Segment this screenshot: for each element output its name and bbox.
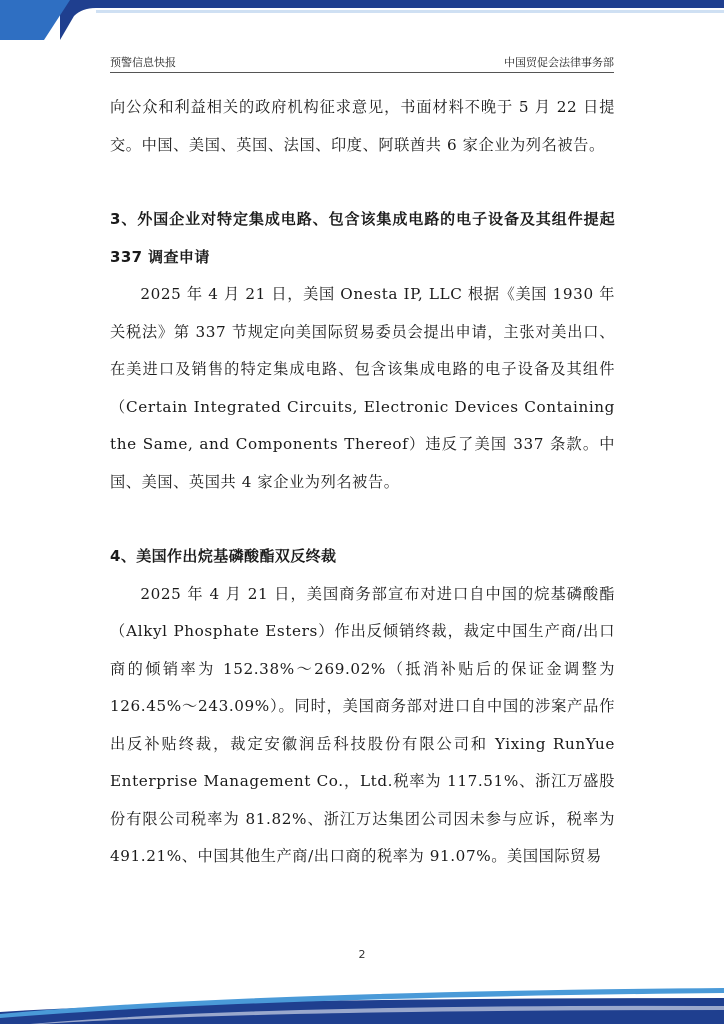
header-right-title: 中国贸促会法律事务部 [504, 56, 614, 69]
section-3-heading: 3、外国企业对特定集成电路、包含该集成电路的电子设备及其组件提起 337 调查申请 [110, 210, 615, 266]
header-divider [110, 72, 614, 73]
section-4-heading: 4、美国作出烷基磷酸酯双反终裁 [110, 547, 337, 565]
section-3-paragraph: 2025 年 4 月 21 日，美国 Onesta IP, LLC 根据《美国 1930 年关税法》第 337 节规定向美国际贸易委员会提出申请，主张对美出口、在美进口及销售的特定集成电路、包含该集成电路的电子设备及其组件（Certain Integrated Circuits, Electronic Devices Containing the Same, and Components Thereof）违反了美国 337 条款。中国、美国、英国共 4 家企业为列名被告。 [110, 285, 615, 491]
running-header [110, 50, 614, 70]
footer-decoration [0, 984, 724, 1024]
section-4-paragraph: 2025 年 4 月 21 日，美国商务部宣布对进口自中国的烷基磷酸酯（Alkyl Phosphate Esters）作出反倾销终裁，裁定中国生产商/出口商的倾销率为 152.38%～269.02%（抵消补贴后的保证金调整为 126.45%～243.09%）。同时，美国商务部对进口自中国的涉案产品作出反补贴终裁，裁定安徽润岳科技股份有限公司和 Yixing RunYue Enterprise Management Co.，Ltd.税率为 117.51%、浙江万盛股份有限公司税率为 81.82%、浙江万达集团公司因未参与应诉，税率为 491.21%、中国其他生产商/出口商的税率为 91.07%。美国国际贸易 [110, 584, 615, 865]
document-body [110, 89, 615, 876]
page-number: 2 [358, 948, 366, 961]
continuation-paragraph: 向公众和利益相关的政府机构征求意见，书面材料不晚于 5 月 22 日提交。中国、美国、英国、法国、印度、阿联酋共 6 家企业为列名被告。 [110, 98, 615, 154]
header-left-title: 预警信息快报 [110, 56, 176, 69]
header-decoration [0, 0, 724, 40]
